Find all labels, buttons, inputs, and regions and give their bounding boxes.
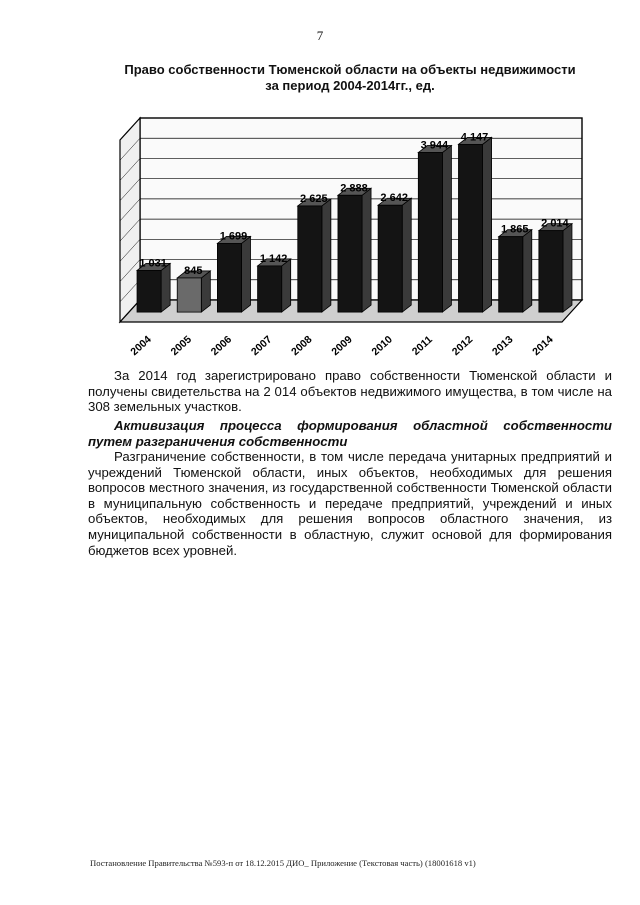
paragraph-registration: За 2014 год зарегистрировано право собственности Тюменской области и получены свидетельства на 2 014 объектов недвижимого имущества, в том числе на 308 земельных участков. — [88, 368, 612, 415]
bar-side — [161, 263, 170, 312]
bar-2013 — [499, 230, 532, 312]
bar-front — [499, 237, 523, 312]
tick-label-2012: 2012 — [449, 333, 476, 359]
bar-front — [378, 205, 402, 312]
tick-label-2008: 2008 — [289, 333, 315, 359]
bar-2007 — [258, 259, 291, 312]
data-label-2005: 845 — [184, 264, 203, 277]
bar-side — [483, 137, 492, 312]
section-heading: Активизация процесса формирования областной собственности путем разграничения собственности — [88, 418, 612, 449]
bar-chart — [0, 0, 640, 370]
data-label-2008: 2 625 — [300, 192, 328, 205]
data-label-2007: 1 142 — [259, 252, 288, 265]
bar-2006 — [217, 236, 250, 312]
bar-side — [442, 146, 451, 313]
bar-side — [282, 259, 291, 312]
tick-label-2013: 2013 — [490, 333, 516, 359]
bar-2005 — [177, 271, 210, 312]
bar-side — [402, 198, 411, 312]
page-number: 7 — [316, 28, 324, 43]
bar-2012 — [458, 137, 491, 312]
data-label-2009: 2 888 — [340, 182, 368, 195]
data-label-2004: 1 031 — [139, 257, 167, 270]
bar-2010 — [378, 198, 411, 312]
tick-label-2010: 2010 — [369, 333, 395, 359]
bar-front — [338, 195, 362, 312]
bar-2014 — [539, 224, 572, 312]
bar-2004 — [137, 263, 170, 312]
tick-label-2005: 2005 — [168, 333, 194, 359]
bar-side — [362, 188, 371, 312]
bar-front — [298, 206, 322, 312]
chart-title: Право собственности Тюменской области на объекты недвижимости за период 2004-2014гг., ед. — [124, 62, 576, 93]
bar-front — [137, 270, 161, 312]
bar-front — [258, 266, 282, 312]
bar-side — [523, 230, 532, 312]
data-label-2012: 4 147 — [460, 131, 489, 144]
tick-label-2011: 2011 — [409, 333, 435, 358]
paragraph-delimitation: Разграничение собственности, в том числе передача унитарных предприятий и учреждений Тюменской области, иных объектов, необходимых для решения вопросов местного значения, из государственной собственности Тюменской области в муниципальную собственность и передаче предприятий, учреждений и иных объектов, необходимых для решения вопросов областного значения, из муниципальной собственности в областную, служит основой для формирования бюджетов всех уровней. — [88, 449, 612, 558]
tick-label-2004: 2004 — [128, 333, 154, 359]
tick-label-2009: 2009 — [329, 333, 355, 359]
data-label-2014: 2 014 — [541, 217, 569, 230]
tick-label-2014: 2014 — [530, 333, 556, 359]
bar-front — [539, 231, 563, 312]
data-label-2006: 1 699 — [219, 230, 248, 243]
bar-front — [458, 144, 482, 312]
document-footer: Постановление Правительства №593-п от 18.12.2015 ДИО_ Приложение (Текстовая часть) (18001618 v1) — [90, 858, 476, 868]
bar-2009 — [338, 188, 371, 312]
bar-side — [563, 224, 572, 312]
tick-label-2007: 2007 — [248, 333, 275, 359]
bar-side — [322, 199, 331, 312]
bar-front — [217, 243, 241, 312]
bar-front — [177, 278, 201, 312]
bar-side — [242, 236, 251, 312]
bar-front — [418, 153, 442, 313]
data-label-2013: 1 865 — [500, 223, 529, 236]
bar-2008 — [298, 199, 331, 312]
bar-2011 — [418, 146, 451, 313]
data-label-2011: 3 944 — [420, 139, 449, 152]
data-label-2010: 2 642 — [380, 192, 408, 205]
tick-label-2006: 2006 — [208, 333, 235, 359]
